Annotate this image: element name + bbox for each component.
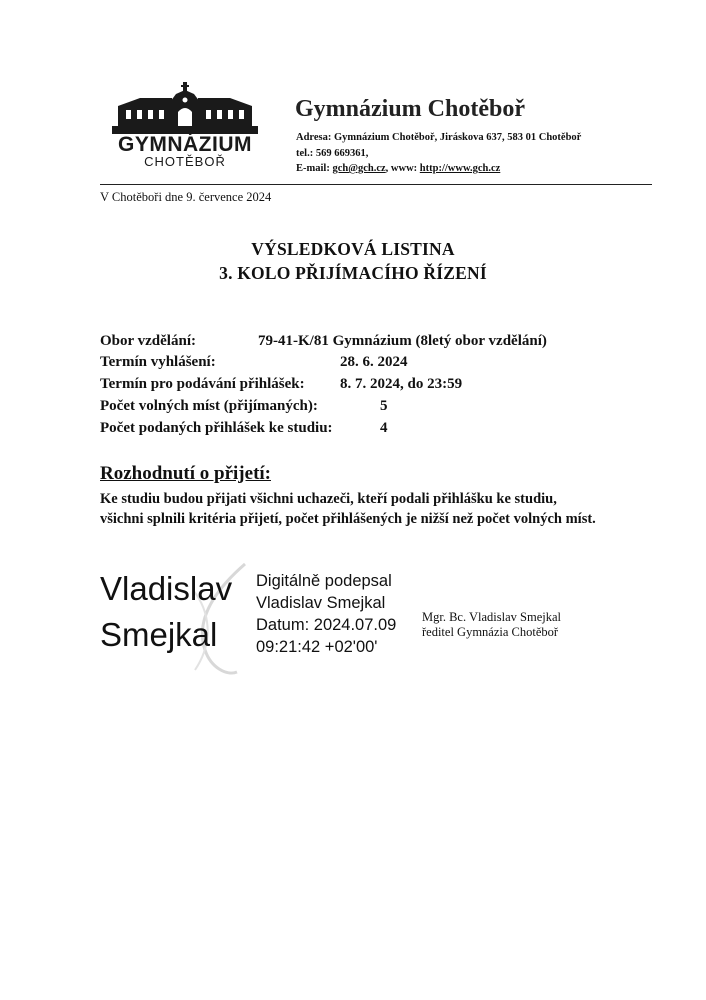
- signature-info-signed: Digitálně podepsal: [256, 572, 392, 590]
- signature-last-name: Smejkal: [100, 616, 218, 653]
- info-label-applications: Počet podaných přihlášek ke studiu:: [100, 420, 333, 436]
- director-title: ředitel Gymnázia Chotěboř: [422, 625, 559, 639]
- decision-heading: Rozhodnutí o přijetí:: [100, 463, 271, 484]
- school-name: Gymnázium Chotěboř: [295, 96, 525, 122]
- info-value-applications: 4: [380, 420, 388, 436]
- info-label-deadline: Termín pro podávání přihlášek:: [100, 376, 305, 392]
- school-address: Adresa: Gymnázium Chotěboř, Jiráskova 637, 583 01 Chotěboř: [296, 132, 582, 143]
- info-label-free-places: Počet volných míst (přijímaných):: [100, 398, 318, 414]
- web-prefix: , www:: [385, 163, 420, 174]
- info-label-field: Obor vzdělání:: [100, 333, 196, 349]
- web-link[interactable]: http://www.gch.cz: [419, 163, 501, 174]
- info-value-field: 79-41-K/81 Gymnázium (8letý obor vzdělání): [258, 333, 547, 349]
- document-title: VÝSLEDKOVÁ LISTINA: [251, 239, 455, 259]
- email-link[interactable]: gch@gch.cz: [332, 163, 386, 174]
- document-subtitle: 3. KOLO PŘIJÍMACÍHO ŘÍZENÍ: [219, 263, 487, 283]
- logo-wordmark: GYMNÁZIUM: [118, 133, 252, 156]
- director-name: Mgr. Bc. Vladislav Smejkal: [422, 610, 561, 624]
- info-value-announcement: 28. 6. 2024: [340, 354, 408, 370]
- email-prefix: E-mail:: [296, 163, 333, 174]
- school-building-icon: [110, 80, 260, 136]
- info-value-free-places: 5: [380, 398, 388, 414]
- info-label-announcement: Termín vyhlášení:: [100, 354, 216, 370]
- signature-info-time: 09:21:42 +02'00': [256, 638, 378, 656]
- school-contacts: [296, 164, 500, 175]
- header-divider: [100, 184, 652, 185]
- school-phone: tel.: 569 669361,: [296, 148, 369, 159]
- info-value-deadline: 8. 7. 2024, do 23:59: [340, 376, 463, 392]
- logo-subtitle: CHOTĚBOŘ: [144, 154, 226, 169]
- date-line: V Chotěboři dne 9. července 2024: [100, 190, 272, 204]
- decision-text-line-2: všichni splnili kritéria přijetí, počet přihlášených je nižší než počet volných míst.: [100, 511, 596, 527]
- school-logo: [110, 80, 260, 172]
- signature-first-name: Vladislav: [100, 570, 233, 607]
- signature-info-date: Datum: 2024.07.09: [256, 616, 397, 634]
- decision-text-line-1: Ke studiu budou přijati všichni uchazeči, kteří podali přihlášku ke studiu,: [100, 491, 557, 507]
- signature-info-name: Vladislav Smejkal: [256, 594, 386, 612]
